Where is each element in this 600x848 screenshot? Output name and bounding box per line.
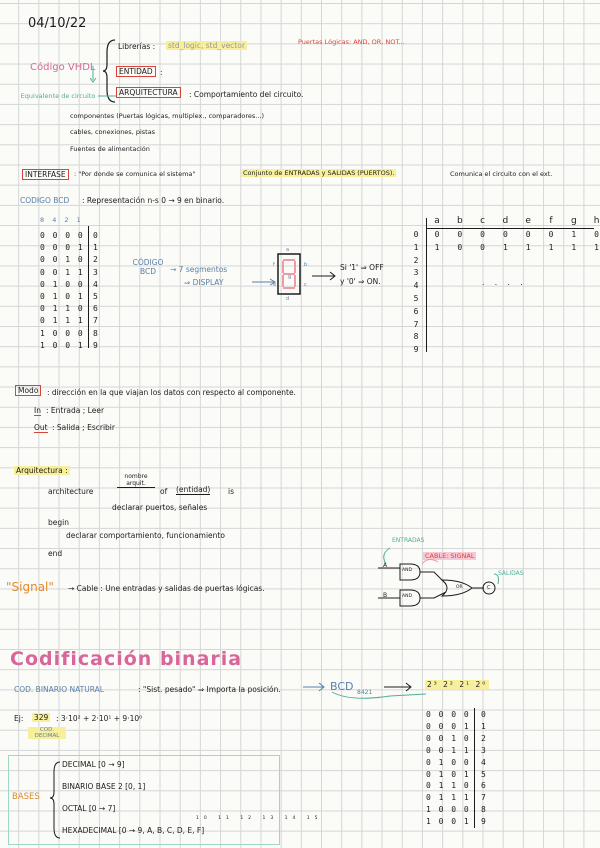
cod-binario-label: COD. BINARIO NATURAL [14, 685, 104, 694]
librerias-value: std_logic, std_vector [168, 41, 245, 50]
bcd-row: 0 1 0 1 [40, 292, 85, 301]
date: 04/10/22 [28, 16, 87, 31]
seg-table-cell: 0 [434, 230, 440, 239]
arch-is: is [228, 487, 234, 496]
bcd-row: 0 1 0 0 [40, 279, 85, 289]
out-desc: : Salida ; Escribir [52, 423, 115, 432]
bcd2-row: 1 0 0 0 [426, 805, 471, 815]
seg-table-rowlabel: 8 [413, 332, 419, 342]
seg-table-cell: 0 [594, 230, 599, 239]
octal-base: OCTAL [0 → 7] [62, 804, 116, 813]
seg-table-rowlabel: 3 [413, 268, 419, 278]
seg-table-header: c [480, 216, 486, 226]
bcd-row: 0 0 0 1 [40, 243, 85, 253]
seg-table-rowlabel: 2 [413, 255, 419, 265]
seg-table-rowlabel: 9 [413, 345, 419, 355]
seg-table-header: h [593, 216, 600, 226]
librerias-label: Librerías : [118, 42, 156, 51]
bcd2-digit: 6 [481, 781, 488, 791]
bcd2-digit: 5 [481, 769, 488, 779]
bcd-arrow-1 [301, 680, 329, 694]
codificacion-title: Codificación binaria [10, 648, 243, 670]
bcd2-digit: 8 [481, 805, 488, 815]
gate-and-1: AND [402, 568, 412, 573]
bcd8421-label: BCD [330, 680, 354, 693]
seven-seg-label: → 7 segmentos [170, 265, 228, 274]
bases-brace [50, 760, 62, 840]
bcd2-digit: 0 [481, 710, 488, 719]
bcd-divider [88, 226, 89, 348]
seg-table-cell: 1 [434, 242, 440, 252]
seg-table-cell: 0 [525, 230, 531, 239]
arquitectura-label: ARQUITECTURA [116, 87, 181, 98]
end-keyword: end [48, 549, 63, 558]
fuentes: Fuentes de alimentación [70, 145, 150, 153]
codigo-bcd-title: CODIGO BCD [20, 196, 70, 205]
salidas-label: SALIDAS [498, 570, 524, 577]
curly-arrow [330, 690, 430, 704]
bcd2-row: 0 1 0 1 [426, 769, 471, 779]
bcd2-row: 1 0 0 1 [426, 817, 471, 827]
output-c: C [487, 585, 491, 591]
input-a: A [383, 562, 388, 569]
logic-circuit-diagram [376, 540, 506, 614]
y-on: y '0' ⇒ ON. [340, 277, 381, 286]
bcd2-divider [474, 708, 475, 828]
seg-table-vline [426, 218, 427, 352]
seg-table-cell: 1 [571, 242, 577, 252]
in-label: In [34, 406, 41, 415]
seg-letter-b: b [304, 262, 308, 268]
seg-letter-g: g [288, 274, 292, 280]
arquitectura-desc: : Comportamiento del circuito. [189, 90, 304, 99]
seg-table-header: f [549, 216, 553, 226]
decimal-base: DECIMAL [0 → 9] [62, 760, 125, 769]
seg-letter-a: a [286, 247, 290, 253]
seg-table-cell: 0 [480, 242, 485, 252]
ej-expression: : 3·10² + 2·10¹ + 9·10⁰ [56, 714, 143, 723]
seven-segment-display [250, 246, 312, 306]
seg-table-cell: 0 [457, 242, 463, 252]
hexa-numbers: 10 11 12 13 14 15 [196, 816, 323, 821]
cable-signal-label: CABLE: SIGNAL [425, 552, 475, 560]
seg-letter-c: c [304, 282, 307, 288]
componentes: componentes (Puertas lógicas, multiplex., comparadores...) [70, 112, 265, 120]
bcd-digit: 2 [93, 255, 100, 265]
out-label: Out [34, 423, 48, 432]
bcd2-row: 0 1 1 0 [426, 781, 471, 791]
interfase-label: INTERFASE [22, 169, 69, 180]
modo-label: Modo [15, 385, 41, 396]
bcd2-row: 0 0 1 0 [426, 733, 471, 743]
bcd-digit: 9 [93, 340, 100, 350]
seg-table-cell: 0 [548, 230, 554, 239]
interfase-highlight: Conjunto de ENTRADAS y SALIDAS (PUERTOS). [243, 169, 395, 177]
bcd-digit: 5 [93, 292, 100, 301]
arch-nombre: nombre arquit. [117, 473, 155, 488]
bcd-digit: 1 [93, 243, 100, 253]
entradas-label: ENTRADAS [392, 537, 425, 544]
signal-desc: → Cable : Une entradas y salidas de puertas lógicas. [68, 584, 265, 593]
seg-table-rowlabel: 5 [413, 294, 419, 303]
bcd2-digit: 9 [481, 817, 488, 827]
bcd2-row: 0 1 1 1 [426, 793, 471, 803]
bcd2-digit: 7 [481, 793, 488, 803]
arquitectura2-label: Arquitectura : [16, 466, 68, 475]
seg-table-header: a [434, 216, 440, 226]
seg-letter-f: f [273, 262, 275, 268]
interfase-tail: Comunica el circuito con el ext. [450, 170, 553, 178]
bcd-row: 0 0 0 0 [40, 231, 85, 240]
bcd-digit: 0 [93, 231, 100, 240]
bcd-row: 1 0 0 1 [40, 340, 85, 350]
entidad-colon: : [160, 68, 163, 77]
seg-table-cell: 0 [480, 230, 485, 239]
equivalente-arrows [90, 66, 120, 102]
bcd-weights: 8 4 2 1 [40, 216, 84, 224]
seg-table-header: g [570, 216, 577, 226]
entidad-label: ENTIDAD [116, 66, 156, 77]
seg-table-dots: . . . . [482, 278, 527, 287]
si-off: Si '1' ⇒ OFF [340, 263, 384, 272]
bcd2-row: 0 0 0 1 [426, 721, 471, 731]
bcd8421-sub: 8421 [357, 689, 373, 696]
bcd-row: 0 1 1 1 [40, 316, 85, 326]
bcd2-digit: 2 [481, 733, 488, 743]
bcd-digit: 7 [93, 316, 100, 326]
declarar-puertos: declarar puertos, señales [112, 503, 208, 512]
bcd-row: 0 0 1 0 [40, 255, 85, 265]
begin-keyword: begin [48, 518, 69, 527]
bcd-digit: 8 [93, 328, 100, 338]
seg-table-cell: 1 [502, 242, 508, 252]
seg-table-cell: 0 [502, 230, 508, 239]
bcd2-row: 0 0 1 1 [426, 745, 471, 755]
bcd2-digit: 1 [481, 721, 488, 731]
signal-title: "Signal" [6, 580, 54, 594]
seg-table-cell: 0 [457, 230, 463, 239]
ej-number: 329 [34, 713, 49, 722]
gate-and-2: AND [402, 594, 412, 599]
arch-keyword: architecture [48, 487, 94, 496]
ej-label: Ej: [14, 714, 24, 723]
seg-table-rowlabel: 0 [413, 230, 419, 239]
arch-entidad: (entidad) [176, 485, 211, 494]
bcd2-row: 0 1 0 0 [426, 757, 471, 767]
seg-table-rowlabel: 6 [413, 306, 419, 316]
seg-table-hline [426, 228, 594, 229]
puertas-logicas-note: Puertas Lógicas: AND, OR, NOT... [298, 38, 405, 46]
codigo-bcd-small: CÓDIGO BCD [132, 258, 164, 276]
binario-base: BINARIO BASE 2 [0, 1] [62, 782, 146, 791]
bcd-row: 0 1 1 0 [40, 304, 85, 314]
seg-table-cell: 1 [571, 230, 577, 239]
bcd2-digit: 4 [481, 757, 488, 767]
seg-table-header: e [525, 216, 531, 226]
seg-letter-e: e [273, 282, 277, 288]
cod-decimal: COD. DECIMAL [28, 727, 66, 739]
modo-desc: : dirección en la que viajan los datos con respecto al componente. [47, 388, 296, 397]
bcd2-row: 0 0 0 0 [426, 710, 471, 719]
in-desc: : Entrada ; Leer [46, 406, 105, 415]
seg-table-rowlabel: 7 [413, 319, 419, 329]
input-b: B [383, 592, 388, 599]
bcd-digit: 4 [93, 279, 100, 289]
codigo-bcd-desc: : Representación n-s 0 → 9 en binario. [82, 196, 225, 205]
gate-or: OR [456, 585, 463, 590]
hexadecimal-base: HEXADECIMAL [0 → 9, A, B, C, D, E, F] [62, 826, 205, 835]
arch-of: of [160, 487, 168, 496]
seg-letter-d: d [286, 296, 290, 302]
cod-binario-desc: : "Sist. pesado" ⇒ Importa la posición. [138, 685, 281, 694]
equivalente-circuito: Equivalente de circuito [20, 92, 96, 100]
bcd-digit: 6 [93, 304, 100, 314]
bases-label: BASES [12, 792, 40, 802]
bcd2-digit: 3 [481, 745, 488, 755]
display-label: ⇒ DISPLAY [184, 278, 224, 287]
seg-table-cell: 1 [525, 242, 531, 252]
seg-table-header: d [502, 216, 509, 226]
bcd-row: 1 0 0 0 [40, 328, 85, 338]
bcd-digit: 3 [93, 267, 100, 277]
interfase-desc: : "Por donde se comunica el sistema" [74, 170, 196, 178]
codigo-vhdl-title: Código VHDL [30, 62, 96, 73]
seg-table-cell: 1 [594, 242, 599, 252]
seg-table-header: b [456, 216, 463, 226]
display-arrow [310, 268, 338, 284]
seg-table-rowlabel: 4 [413, 281, 419, 291]
powers-of-two: 2³ 2² 2¹ 2⁰ [427, 680, 488, 689]
bcd-row: 0 0 1 1 [40, 267, 85, 277]
seg-table-rowlabel: 1 [413, 242, 419, 252]
seg-table-cell: 1 [548, 242, 554, 252]
cables: cables, conexiones, pistas [70, 128, 156, 136]
declarar-comportamiento: declarar comportamiento, funcionamiento [66, 531, 225, 540]
